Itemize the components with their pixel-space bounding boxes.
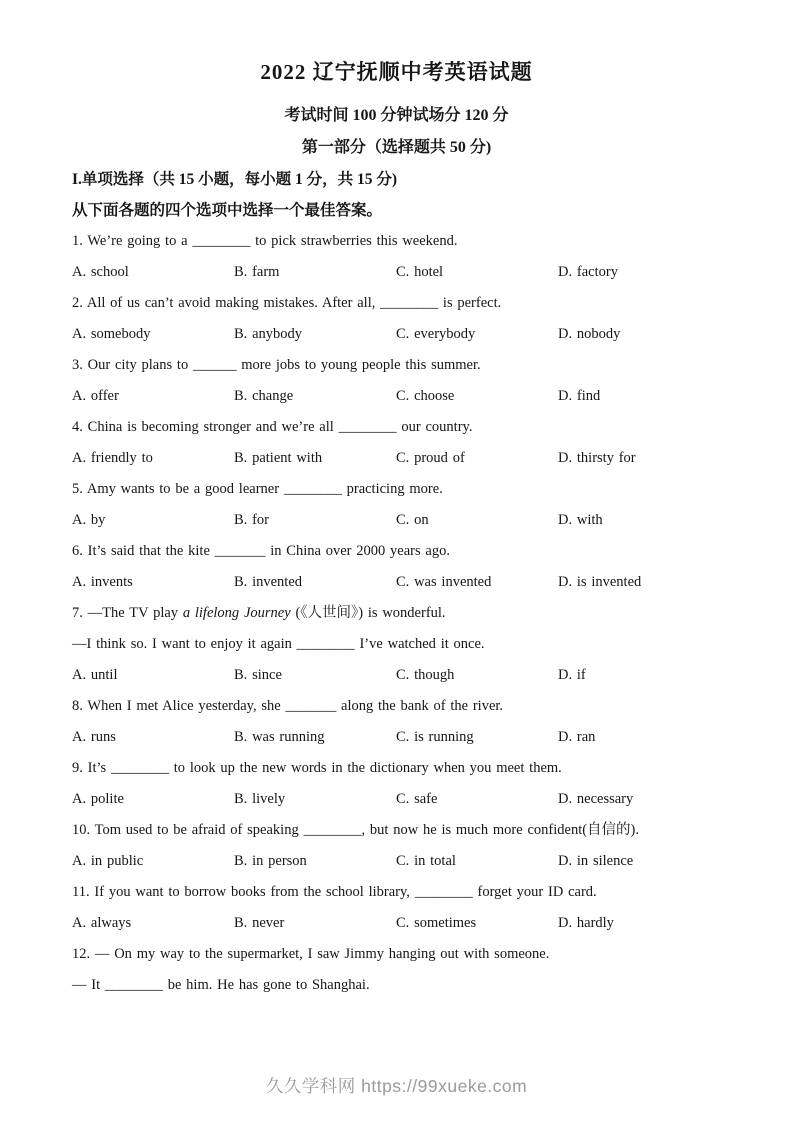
stem-segment: 12. — On my way to the supermarket, I saw Jimmy hanging out with someone. bbox=[72, 946, 550, 962]
question-stem bbox=[72, 288, 721, 319]
stem-segment: 3. Our city plans to ______ more jobs to young people this summer. bbox=[72, 357, 481, 373]
question-3 bbox=[72, 350, 721, 412]
options-row bbox=[72, 505, 721, 536]
option-a: A. school bbox=[72, 264, 129, 280]
question-4 bbox=[72, 412, 721, 474]
options-row bbox=[72, 381, 721, 412]
question-stem bbox=[72, 753, 721, 784]
option-b: B. for bbox=[234, 512, 269, 528]
question-11 bbox=[72, 877, 721, 939]
question-10 bbox=[72, 815, 721, 877]
question-6 bbox=[72, 536, 721, 598]
doc-header bbox=[72, 56, 721, 226]
stem-italic-segment: a lifelong Journey bbox=[182, 605, 291, 621]
question-2 bbox=[72, 288, 721, 350]
question-1 bbox=[72, 226, 721, 288]
stem-segment: 2. All of us can’t avoid making mistakes. After all, ________ is perfect. bbox=[72, 295, 502, 311]
stem-segment: 4. China is becoming stronger and we’re all ________ our country. bbox=[72, 419, 473, 435]
stem-segment: 1. We’re going to a ________ to pick strawberries this weekend. bbox=[72, 233, 458, 249]
option-d: D. if bbox=[558, 667, 586, 683]
question-stem bbox=[72, 412, 721, 443]
options-row bbox=[72, 567, 721, 598]
question-stem bbox=[72, 691, 721, 722]
option-a: A. offer bbox=[72, 388, 119, 404]
stem-segment: (《人世间》) is wonderful. bbox=[290, 605, 446, 621]
section-heading: I.单项选择（共 15 小题，每小题 1 分，共 15 分) bbox=[72, 171, 398, 188]
option-b: B. farm bbox=[234, 264, 280, 280]
option-c: C. is running bbox=[396, 729, 474, 745]
option-a: A. in public bbox=[72, 853, 144, 869]
options-row bbox=[72, 257, 721, 288]
watermark-text: 久久学科网 https://99xueke.com bbox=[265, 1076, 528, 1096]
option-d: D. necessary bbox=[558, 791, 634, 807]
option-c: C. safe bbox=[396, 791, 438, 807]
question-list bbox=[72, 226, 721, 1001]
question-9 bbox=[72, 753, 721, 815]
option-a: A. polite bbox=[72, 791, 124, 807]
stem-segment: 6. It’s said that the kite _______ in China over 2000 years ago. bbox=[72, 543, 450, 559]
options-row bbox=[72, 722, 721, 753]
option-a: A. friendly to bbox=[72, 450, 153, 466]
option-a: A. runs bbox=[72, 729, 116, 745]
option-b: B. patient with bbox=[234, 450, 323, 466]
option-b: B. was running bbox=[234, 729, 325, 745]
stem-segment: 8. When I met Alice yesterday, she _______ along the bank of the river. bbox=[72, 698, 504, 714]
option-b: B. invented bbox=[234, 574, 303, 590]
option-b: B. never bbox=[234, 915, 285, 931]
option-d: D. hardly bbox=[558, 915, 614, 931]
option-c: C. everybody bbox=[396, 326, 476, 342]
question-stem bbox=[72, 226, 721, 257]
question-stem bbox=[72, 536, 721, 567]
question-stem bbox=[72, 598, 721, 629]
stem-segment: 5. Amy wants to be a good learner ________ practicing more. bbox=[72, 481, 443, 497]
option-d: D. thirsty for bbox=[558, 450, 636, 466]
option-a: A. invents bbox=[72, 574, 133, 590]
question-12 bbox=[72, 939, 721, 1001]
option-d: D. in silence bbox=[558, 853, 634, 869]
question-stem bbox=[72, 629, 721, 660]
options-row bbox=[72, 784, 721, 815]
option-c: C. sometimes bbox=[396, 915, 477, 931]
option-d: D. is invented bbox=[558, 574, 642, 590]
question-stem bbox=[72, 350, 721, 381]
watermark bbox=[0, 1073, 793, 1098]
option-c: C. in total bbox=[396, 853, 456, 869]
option-b: B. since bbox=[234, 667, 282, 683]
question-stem bbox=[72, 815, 721, 846]
exam-info: 考试时间 100 分钟试场分 120 分 bbox=[284, 107, 509, 124]
option-b: B. in person bbox=[234, 853, 307, 869]
question-7 bbox=[72, 598, 721, 691]
option-d: D. find bbox=[558, 388, 601, 404]
option-c: C. was invented bbox=[396, 574, 492, 590]
stem-segment: 11. If you want to borrow books from the school library, ________ forget your ID card. bbox=[72, 884, 597, 900]
options-row bbox=[72, 660, 721, 691]
part-heading: 第一部分（选择题共 50 分) bbox=[301, 139, 492, 156]
option-d: D. ran bbox=[558, 729, 596, 745]
option-c: C. on bbox=[396, 512, 429, 528]
option-b: B. lively bbox=[234, 791, 286, 807]
question-5 bbox=[72, 474, 721, 536]
question-stem bbox=[72, 474, 721, 505]
option-b: B. change bbox=[234, 388, 294, 404]
option-c: C. proud of bbox=[396, 450, 465, 466]
stem-segment: 9. It’s ________ to look up the new words in the dictionary when you meet them. bbox=[72, 760, 562, 776]
stem-segment: — It ________ be him. He has gone to Shanghai. bbox=[72, 977, 370, 993]
exam-title: 2022 辽宁抚顺中考英语试题 bbox=[260, 60, 533, 84]
stem-segment: —I think so. I want to enjoy it again ________ I’ve watched it once. bbox=[72, 636, 485, 652]
stem-segment: 10. Tom used to be afraid of speaking ________, but now he is much more confident(自信的). bbox=[72, 822, 640, 838]
option-a: A. somebody bbox=[72, 326, 151, 342]
options-row bbox=[72, 846, 721, 877]
options-row bbox=[72, 319, 721, 350]
option-a: A. by bbox=[72, 512, 106, 528]
question-stem bbox=[72, 970, 721, 1001]
stem-segment: 7. —The TV play bbox=[72, 605, 183, 621]
question-stem bbox=[72, 877, 721, 908]
options-row bbox=[72, 443, 721, 474]
question-stem bbox=[72, 939, 721, 970]
option-d: D. with bbox=[558, 512, 603, 528]
option-a: A. until bbox=[72, 667, 118, 683]
option-c: C. hotel bbox=[396, 264, 444, 280]
instruction: 从下面各题的四个选项中选择一个最佳答案。 bbox=[72, 202, 383, 219]
option-d: D. factory bbox=[558, 264, 618, 280]
option-c: C. though bbox=[396, 667, 455, 683]
question-8 bbox=[72, 691, 721, 753]
option-b: B. anybody bbox=[234, 326, 303, 342]
option-a: A. always bbox=[72, 915, 132, 931]
options-row bbox=[72, 908, 721, 939]
option-d: D. nobody bbox=[558, 326, 621, 342]
option-c: C. choose bbox=[396, 388, 455, 404]
